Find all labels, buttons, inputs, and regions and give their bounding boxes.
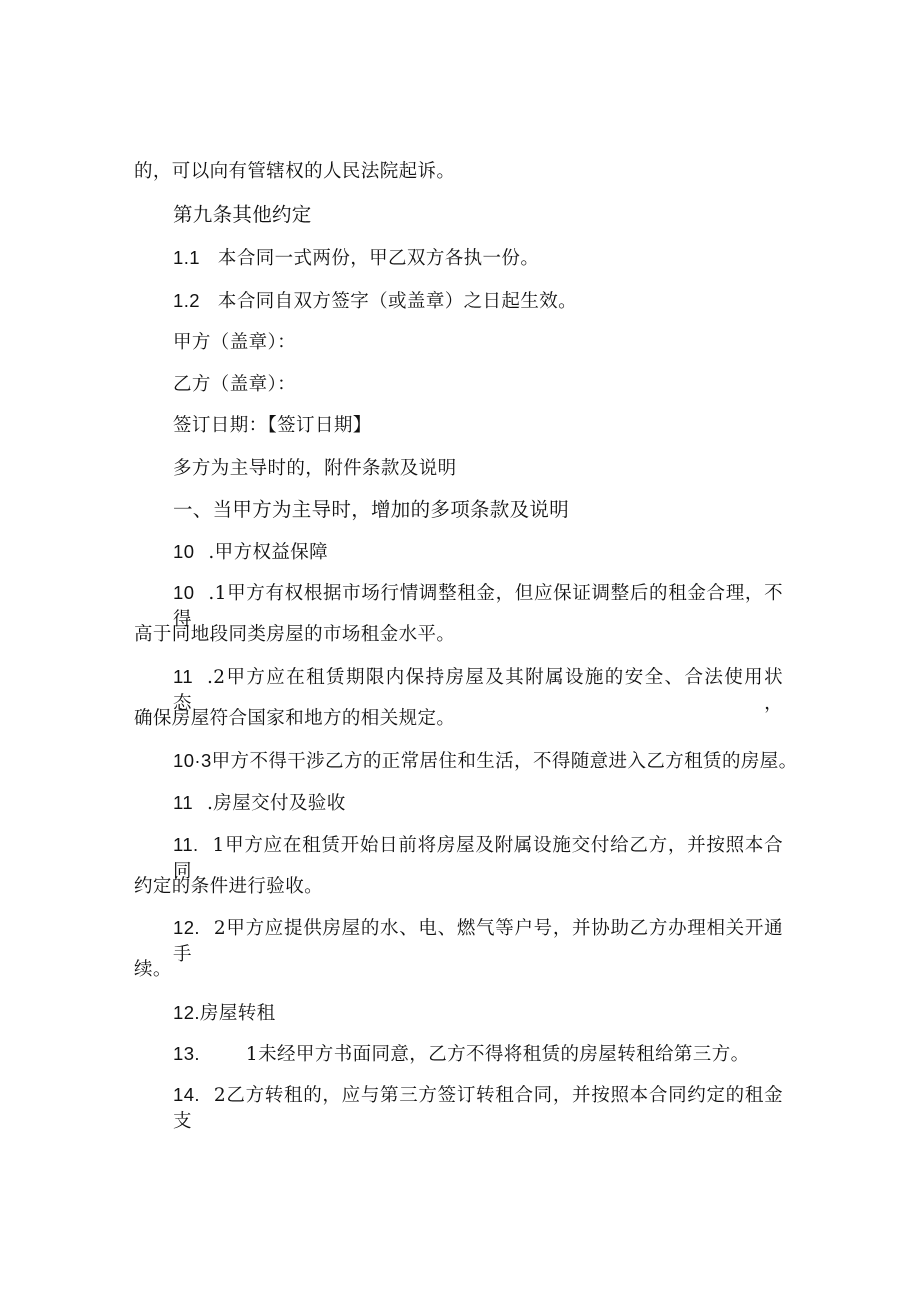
paragraph-line bbox=[173, 456, 457, 482]
clause-number: 13. bbox=[173, 1043, 200, 1064]
clause-number: 1.1 bbox=[173, 247, 200, 268]
clause-text: .甲方权益保障 bbox=[208, 542, 329, 563]
clause-text: .2甲方应在租赁期限内保持房屋及其附属设施的安全、合法使用状态， bbox=[173, 667, 783, 714]
clause-line bbox=[173, 539, 328, 566]
clause-number: 11. bbox=[173, 834, 199, 855]
clause-line bbox=[173, 1000, 276, 1027]
clause-number: 1.2 bbox=[173, 290, 200, 311]
section-heading bbox=[173, 497, 569, 523]
clause-text: 1甲方应在租赁开始日前将房屋及附属设施交付给乙方，并按照本合同 bbox=[173, 835, 783, 882]
clause-number: 11 bbox=[173, 666, 194, 687]
line-text: 乙方（盖章）： bbox=[173, 374, 297, 395]
clause-number: 12. bbox=[173, 1002, 200, 1023]
clause-line bbox=[173, 790, 346, 817]
paragraph-line bbox=[134, 957, 172, 983]
line-text: 多方为主导时的，附件条款及说明 bbox=[173, 458, 457, 479]
clause-number: 10 bbox=[173, 541, 195, 562]
line-text: 确保房屋符合国家和地方的相关规定。 bbox=[134, 708, 456, 729]
clause-line bbox=[173, 915, 783, 968]
signature-line-party-b bbox=[173, 372, 296, 398]
clause-text: 2甲方应提供房屋的水、电、燃气等户号，并协助乙方办理相关开通手 bbox=[173, 918, 783, 965]
section-heading bbox=[173, 202, 312, 228]
clause-number: 12. bbox=[173, 917, 200, 938]
line-text: 的，可以向有管辖权的人民法院起诉。 bbox=[134, 161, 456, 182]
clause-number: 11 bbox=[173, 792, 194, 813]
clause-line bbox=[173, 1041, 750, 1068]
heading-text: 一、当甲方为主导时，增加的多项条款及说明 bbox=[173, 498, 570, 521]
clause-line bbox=[173, 1082, 783, 1135]
clause-line bbox=[173, 748, 798, 775]
line-text: 签订日期：【签订日期】 bbox=[173, 415, 372, 436]
clause-text: 房屋转租 bbox=[199, 1003, 276, 1024]
clause-text: .1甲方有权根据市场行情调整租金，但应保证调整后的租金合理，不得 bbox=[173, 583, 783, 630]
clause-number: 10·3 bbox=[173, 750, 212, 771]
clause-line bbox=[173, 288, 577, 315]
line-text: 约定的条件进行验收。 bbox=[134, 876, 324, 897]
signing-date-line bbox=[173, 413, 372, 439]
paragraph-line bbox=[134, 622, 455, 648]
paragraph-line bbox=[134, 706, 455, 732]
line-text: 甲方（盖章）： bbox=[173, 332, 297, 353]
signature-line-party-a bbox=[173, 330, 296, 356]
clause-number: 14. bbox=[173, 1084, 200, 1105]
clause-text: 本合同自双方签字（或盖章）之日起生效。 bbox=[217, 291, 578, 312]
paragraph-line bbox=[134, 159, 455, 185]
clause-line bbox=[173, 245, 539, 272]
clause-text: 2乙方转租的，应与第三方签订转租合同，并按照本合同约定的租金支 bbox=[173, 1085, 783, 1132]
line-text: 高于同地段同类房屋的市场租金水平。 bbox=[134, 624, 456, 645]
heading-text: 第九条其他约定 bbox=[173, 203, 312, 226]
clause-text: 甲方不得干涉乙方的正常居住和生活，不得随意进入乙方租赁的房屋。 bbox=[211, 751, 798, 772]
clause-number: 10 bbox=[173, 582, 195, 603]
clause-text: 1未经甲方书面同意，乙方不得将租赁的房屋转租给第三方。 bbox=[245, 1044, 750, 1065]
clause-text: 本合同一式两份，甲乙双方各执一份。 bbox=[217, 248, 540, 269]
paragraph-line bbox=[134, 874, 323, 900]
clause-text: .房屋交付及验收 bbox=[207, 793, 346, 814]
line-text: 续。 bbox=[134, 959, 172, 980]
